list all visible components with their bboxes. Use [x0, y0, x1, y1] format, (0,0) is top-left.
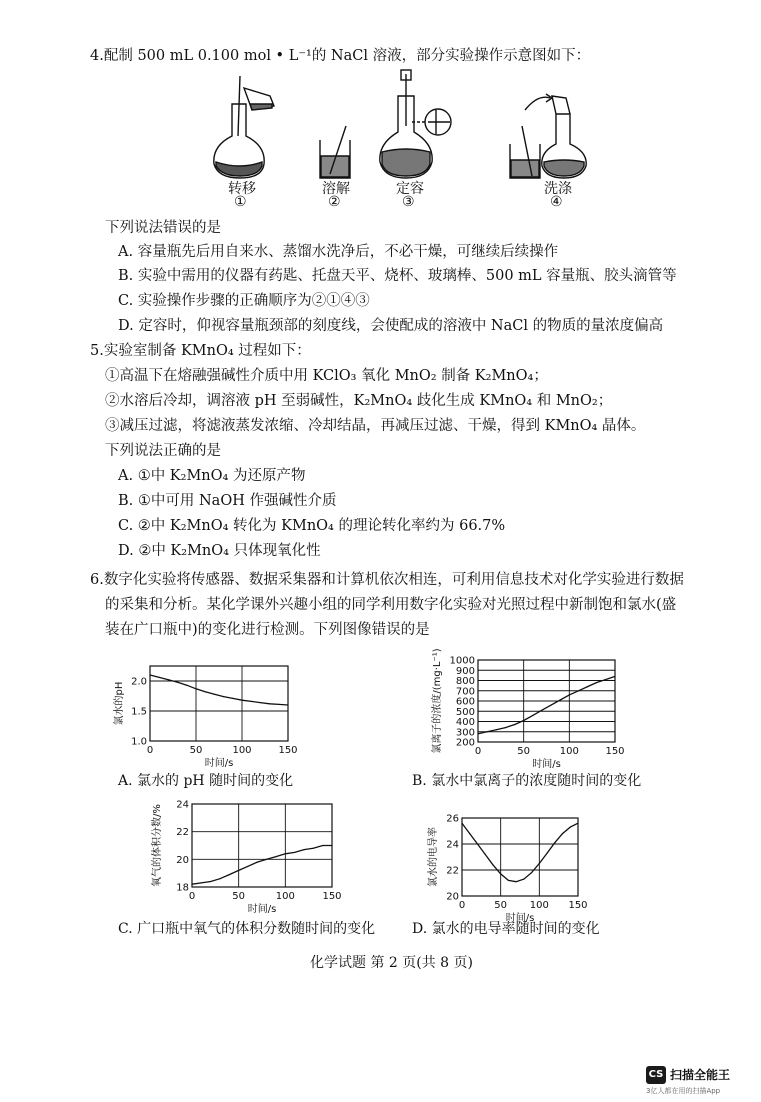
chart-0-xtick: 0 [146, 745, 154, 756]
chart-2-ytick: 22 [176, 827, 189, 839]
step3-label: 定容 [396, 181, 424, 197]
chart-2-point [322, 845, 323, 846]
chart-3-point [485, 854, 486, 855]
chart-0-point [205, 691, 206, 692]
chart-3-ylabel: 氯水的电导率 [428, 827, 439, 887]
chart-0-point [223, 696, 224, 697]
q5-step2: ②水溶后冷却，调溶液 pH 至弱碱性，K₂MnO₄ 歧化生成 KMnO₄ 和 MnO₂； [105, 393, 613, 409]
step1-num: ① [234, 194, 247, 210]
chart-3-point [523, 879, 524, 880]
chart-0-point [177, 682, 178, 683]
chart-3-xlabel: 时间/s [505, 913, 535, 924]
chart-0-point [251, 701, 252, 702]
chart-2-ytick: 24 [176, 799, 189, 811]
chart-0-xtick: 100 [232, 745, 252, 756]
q5-step1: ①高温下在熔融强碱性介质中用 KClO₃ 氧化 MnO₂ 制备 K₂MnO₄； [105, 368, 548, 384]
chart-1-point [605, 679, 606, 680]
q5-option-d: D. ②中 K₂MnO₄ 只体现氧化性 [118, 543, 321, 559]
chart-2-ylabel: 氧气的体积分数/% [152, 804, 163, 887]
chart-1-ytick: 1000 [449, 655, 475, 667]
q5-step3: ③减压过滤，将滤液蒸发浓缩、冷却结晶，再减压过滤、干燥，得到 KMnO₄ 晶体。 [105, 418, 646, 434]
chart-2-series-line [192, 846, 332, 885]
chart-1-point [578, 690, 579, 691]
step2-num: ② [328, 194, 341, 210]
chart-1-point [514, 724, 515, 725]
chart-3-point [539, 863, 540, 864]
chart-2-xtick: 100 [275, 891, 295, 902]
scanner-watermark [646, 1064, 756, 1098]
q4-stem: 4.配制 500 mL 0.100 mol • L⁻¹的 NaCl 溶液，部分实验操作示意图如下： [90, 48, 591, 64]
chart-1-ytick: 300 [455, 727, 475, 739]
chart-2-point [247, 866, 248, 867]
chart-2-point [331, 845, 332, 846]
chart-3-xtick: 100 [529, 900, 549, 911]
step3-num: ③ [402, 194, 415, 210]
chart-3-ytick: 20 [446, 891, 459, 903]
chart-1-point [505, 727, 506, 728]
chart-3-point [562, 833, 563, 834]
q4-prompt: 下列说法错误的是 [105, 220, 221, 236]
chart-3-point [461, 823, 462, 824]
chart-1-ytick: 600 [455, 696, 475, 708]
q4-option-b: B. 实验中需用的仪器有药匙、托盘天平、烧杯、玻璃棒、500 mL 容量瓶、胶头滴管等 [118, 268, 677, 284]
chart-1-ytick: 400 [455, 717, 475, 728]
chart-1-point [523, 720, 524, 721]
chart-3-point [546, 853, 547, 854]
chart-1-ylabel: 氯离子的浓度/(mg·L⁻¹) [432, 648, 443, 754]
chart-2-point [266, 859, 267, 860]
chart-3-point [577, 823, 578, 824]
chart-c-caption: C. 广口瓶中氧气的体积分数随时间的变化 [118, 921, 376, 937]
q4-option-a: A. 容量瓶先后用自来水、蒸馏水洗净后，不必干燥，可继续后续操作 [118, 244, 559, 260]
chart-3-frame [462, 818, 578, 896]
chart-1-xtick: 0 [474, 746, 482, 757]
chart-3-series-line [462, 823, 578, 882]
q4-option-c: C. 实验操作步骤的正确顺序为②①④③ [118, 293, 370, 309]
chart-1-point [550, 705, 551, 706]
q4-option-d: D. 定容时，仰视容量瓶颈部的刻度线，会使配成的溶液中 NaCl 的物质的量浓度偏高 [118, 318, 664, 334]
chart-3-point [492, 864, 493, 865]
scanner-logo-icon: CS [646, 1066, 666, 1084]
q5-option-c: C. ②中 K₂MnO₄ 转化为 KMnO₄ 的理论转化率约为 66.7% [118, 518, 506, 534]
chart-2-point [285, 853, 286, 854]
chart-0-point [186, 685, 187, 686]
chart-3-point [531, 872, 532, 873]
chart-1-ytick: 500 [455, 706, 475, 718]
chart-0-ytick: 1.0 [131, 736, 147, 748]
chart-1-ytick: 200 [455, 737, 475, 749]
chart-2-frame [192, 804, 332, 887]
chart-0-point [159, 677, 160, 678]
chart-1-point [596, 682, 597, 683]
chart-3-point [554, 842, 555, 843]
chart-1-point [560, 699, 561, 700]
chart-3-point [508, 880, 509, 881]
chart-2-point [257, 862, 258, 863]
chart-1-point [532, 715, 533, 716]
chart-1-point [541, 710, 542, 711]
chart-3-point [570, 827, 571, 828]
chart-0-xtick: 50 [189, 745, 203, 756]
chart-1-ytick: 800 [455, 676, 475, 687]
chart-3-xtick: 150 [568, 900, 588, 911]
q5-prompt: 下列说法正确的是 [105, 443, 221, 459]
chart-0-ytick: 1.5 [131, 706, 147, 718]
chart-2-xtick: 50 [232, 891, 246, 902]
chart-0-ylabel: 氯水的pH [114, 681, 125, 726]
chart-1-ytick: 900 [455, 665, 475, 677]
chart-2-point [303, 849, 304, 850]
chart-2-point [219, 878, 220, 879]
q5-option-a: A. ①中 K₂MnO₄ 为还原产物 [118, 468, 306, 484]
q5-option-b: B. ①中可用 NaOH 作强碱性介质 [118, 493, 337, 509]
chart-2-point [210, 881, 211, 882]
chart-2-point [201, 882, 202, 883]
scanner-tagline: 3亿人都在用的扫描App [646, 1087, 721, 1095]
chart-1-series-line [478, 676, 615, 733]
chart-2-point [229, 874, 230, 875]
step1-label: 转移 [228, 181, 256, 197]
chart-3-point [516, 881, 517, 882]
chart-0-point [195, 688, 196, 689]
chart-1-point [496, 729, 497, 730]
chart-3-ytick: 26 [446, 813, 459, 825]
step2-label: 溶解 [322, 181, 350, 197]
chart-2-point [275, 856, 276, 857]
chart-0-point [149, 674, 150, 675]
chart-0-point [168, 679, 169, 680]
chart-0-ytick: 2.0 [131, 676, 147, 688]
chart-0-point [232, 698, 233, 699]
chart-0-point [287, 704, 288, 705]
chart-0-point [214, 694, 215, 695]
chart-2-point [191, 884, 192, 885]
chart-1-xtick: 50 [517, 746, 531, 757]
chart-3-xtick: 50 [494, 900, 508, 911]
chart-0-series-line [150, 675, 288, 705]
chart-3-xtick: 0 [458, 900, 466, 911]
q6-stem-line3: 装在广口瓶中)的变化进行检测。下列图像错误的是 [105, 622, 430, 638]
chart-3-point [477, 843, 478, 844]
chart-3-ytick: 24 [446, 839, 459, 851]
chart-1-point [477, 733, 478, 734]
chart-1-point [614, 676, 615, 677]
chart-1-ytick: 700 [455, 686, 475, 698]
chart-2-xtick: 150 [322, 891, 342, 902]
chart-2-point [294, 852, 295, 853]
page-footer: 化学试题 第 2 页(共 8 页) [310, 955, 473, 971]
chart-b-caption: B. 氯水中氯离子的浓度随时间的变化 [412, 773, 642, 789]
chart-d-caption: D. 氯水的电导率随时间的变化 [412, 921, 600, 937]
q5-stem: 5.实验室制备 KMnO₄ 过程如下： [90, 343, 311, 359]
chart-0-point [241, 700, 242, 701]
chart-1-point [587, 686, 588, 687]
step4-num: ④ [550, 194, 563, 210]
scanner-name: 扫描全能王 [670, 1068, 731, 1082]
chart-a-caption: A. 氯水的 pH 随时间的变化 [118, 773, 294, 789]
chart-2-point [313, 848, 314, 849]
chart-0-point [278, 704, 279, 705]
q6-stem-line1: 6.数字化实验将传感器、数据采集器和计算机依次相连，可利用信息技术对化学实验进行数据 [90, 572, 684, 588]
chart-1-point [487, 731, 488, 732]
chart-1-xlabel: 时间/s [532, 759, 561, 770]
chart-2-ytick: 20 [176, 854, 189, 866]
chart-2-ytick: 18 [176, 882, 189, 894]
chart-2-point [238, 870, 239, 871]
chart-1-point [569, 694, 570, 695]
chart-3-point [500, 873, 501, 874]
chart-0-xtick: 150 [278, 745, 298, 756]
chart-0-point [269, 703, 270, 704]
chart-1-xtick: 100 [559, 746, 579, 757]
step4-label: 洗涤 [544, 181, 572, 197]
chart-0-point [260, 702, 261, 703]
chart-3-point [469, 833, 470, 834]
chart-0-xlabel: 时间/s [204, 758, 234, 769]
chart-2-xtick: 0 [188, 891, 196, 902]
chart-3-ytick: 22 [446, 865, 459, 877]
chart-2-xlabel: 时间/s [247, 904, 277, 915]
chart-1-xtick: 150 [605, 746, 625, 757]
q6-stem-line2: 的采集和分析。某化学课外兴趣小组的同学利用数字化实验对光照过程中新制饱和氯水(盛 [105, 597, 677, 613]
